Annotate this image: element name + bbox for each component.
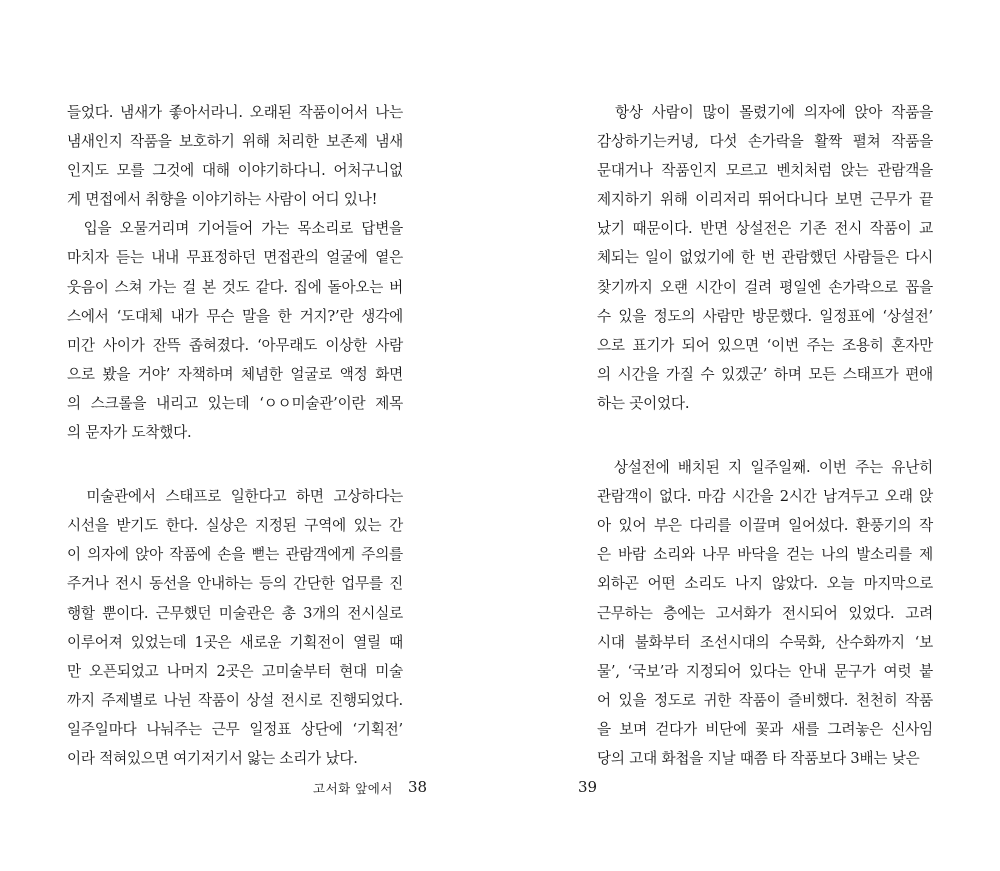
paragraph — [597, 453, 933, 773]
text-line: 아 있어 부은 다리를 이끌며 일어섰다. 환풍기의 작 — [597, 517, 933, 535]
text-line: 제지하기 위해 이리저리 뛰어다니다 보면 근무가 끝 — [597, 191, 933, 209]
paragraph-gap — [597, 418, 933, 453]
text-line: 을 보며 걷다가 비단에 꽃과 새를 그려놓은 신사임 — [597, 720, 933, 738]
text-line: 상설전에 배치된 지 일주일째. 이번 주는 유난히 — [597, 459, 933, 477]
text-line: 만 오픈되었고 나머지 2곳은 고미술부터 현대 미술 — [67, 662, 403, 680]
paragraph — [597, 98, 933, 418]
text-line: 하는 곳이었다. — [597, 394, 690, 412]
page-number-right: 39 — [578, 778, 598, 796]
text-line: 항상 사람이 많이 몰렸기에 의자에 앉아 작품을 — [597, 104, 933, 121]
paragraph — [67, 482, 403, 773]
text-line: 냄새인지 작품을 보호하기 위해 처리한 보존제 냄새 — [67, 133, 403, 151]
text-line: 입을 오물거리며 기어들어 가는 목소리로 답변을 — [67, 220, 403, 238]
text-line: 인지도 모를 그것에 대해 이야기하다니. 어처구니없 — [67, 162, 403, 180]
text-line: 미간 사이가 잔뜩 좁혀졌다. ‘아무래도 이상한 사람 — [67, 336, 403, 354]
paragraph — [67, 98, 403, 214]
text-line: 은 바람 소리와 나무 바닥을 걷는 나의 발소리를 제 — [597, 546, 933, 564]
text-line: 의 문자가 도착했다. — [67, 424, 192, 442]
text-line: 당의 고대 화첩을 지날 때쯤 타 작품보다 3배는 낮은 — [597, 749, 920, 767]
text-line: 들었다. 냄새가 좋아서라니. 오래된 작품이어서 나는 — [67, 104, 403, 121]
running-title: 고서화 앞에서 — [313, 781, 393, 796]
text-line: 근무하는 층에는 고서화가 전시되어 있었다. 고려 — [597, 604, 933, 622]
text-line: 찾기까지 오랜 시간이 걸려 평일엔 손가락으로 꼽을 — [597, 278, 933, 296]
text-line: 났기 때문이다. 반면 상설전은 기존 전시 작품이 교 — [597, 220, 933, 238]
left-page-body — [67, 98, 403, 773]
text-line: 일주일마다 나눠주는 근무 일정표 상단에 ‘기획전’ — [67, 720, 403, 738]
paragraph-gap — [67, 447, 403, 482]
text-line: 웃음이 스쳐 가는 걸 본 것도 같다. 집에 돌아오는 버 — [67, 278, 403, 296]
text-line: 시대 불화부터 조선시대의 수묵화, 산수화까지 ‘보 — [597, 633, 933, 651]
text-line: 으로 표기가 되어 있으면 ‘이번 주는 조용히 혼자만 — [597, 336, 933, 354]
page-number-left: 38 — [408, 778, 428, 796]
text-line: 시선을 받기도 한다. 실상은 지정된 구역에 있는 간 — [67, 517, 403, 535]
text-line: 문대거나 작품인지 모르고 벤치처럼 앉는 관람객을 — [597, 162, 933, 180]
text-line: 수 있을 정도의 사람만 방문했다. 일정표에 ‘상설전’ — [597, 307, 933, 325]
text-line: 마치자 듣는 내내 무표정하던 면접관의 얼굴에 옅은 — [67, 249, 403, 267]
text-line: 의 시간을 가질 수 있겠군’ 하며 모든 스태프가 편애 — [597, 365, 933, 383]
text-line: 감상하기는커녕, 다섯 손가락을 활짝 펼쳐 작품을 — [597, 133, 933, 151]
text-line: 이 의자에 앉아 작품에 손을 뻗는 관람객에게 주의를 — [67, 546, 403, 564]
text-line: 행할 뿐이다. 근무했던 미술관은 총 3개의 전시실로 — [67, 604, 403, 622]
right-page-body — [597, 98, 933, 773]
text-line: 으로 봤을 거야’ 자책하며 체념한 얼굴로 액정 화면 — [67, 365, 403, 383]
text-line: 이루어져 있었는데 1곳은 새로운 기획전이 열릴 때 — [67, 633, 403, 651]
text-line: 스에서 ‘도대체 내가 무슨 말을 한 거지?’란 생각에 — [67, 307, 403, 325]
paragraph — [67, 214, 403, 447]
text-line: 의 스크롤을 내리고 있는데 ‘ㅇㅇ미술관’이란 제목 — [67, 394, 403, 412]
text-line: 미술관에서 스태프로 일한다고 하면 고상하다는 — [67, 488, 403, 506]
text-line: 외하곤 어떤 소리도 나지 않았다. 오늘 마지막으로 — [597, 575, 933, 593]
text-line: 어 있을 정도로 귀한 작품이 즐비했다. 천천히 작품 — [597, 691, 933, 709]
text-line: 체되는 일이 없었기에 한 번 관람했던 사람들은 다시 — [597, 249, 933, 267]
text-line: 까지 주제별로 나뉜 작품이 상설 전시로 진행되었다. — [67, 691, 403, 709]
text-line: 이라 적혀있으면 여기저기서 앓는 소리가 났다. — [67, 749, 358, 767]
text-line: 관람객이 없다. 마감 시간을 2시간 남겨두고 오래 앉 — [597, 488, 933, 506]
text-line: 게 면접에서 취향을 이야기하는 사람이 어디 있나! — [67, 191, 378, 209]
text-line: 주거나 전시 동선을 안내하는 등의 간단한 업무를 진 — [67, 575, 403, 593]
text-line: 물’, ‘국보’라 지정되어 있다는 안내 문구가 여럿 붙 — [597, 662, 933, 680]
